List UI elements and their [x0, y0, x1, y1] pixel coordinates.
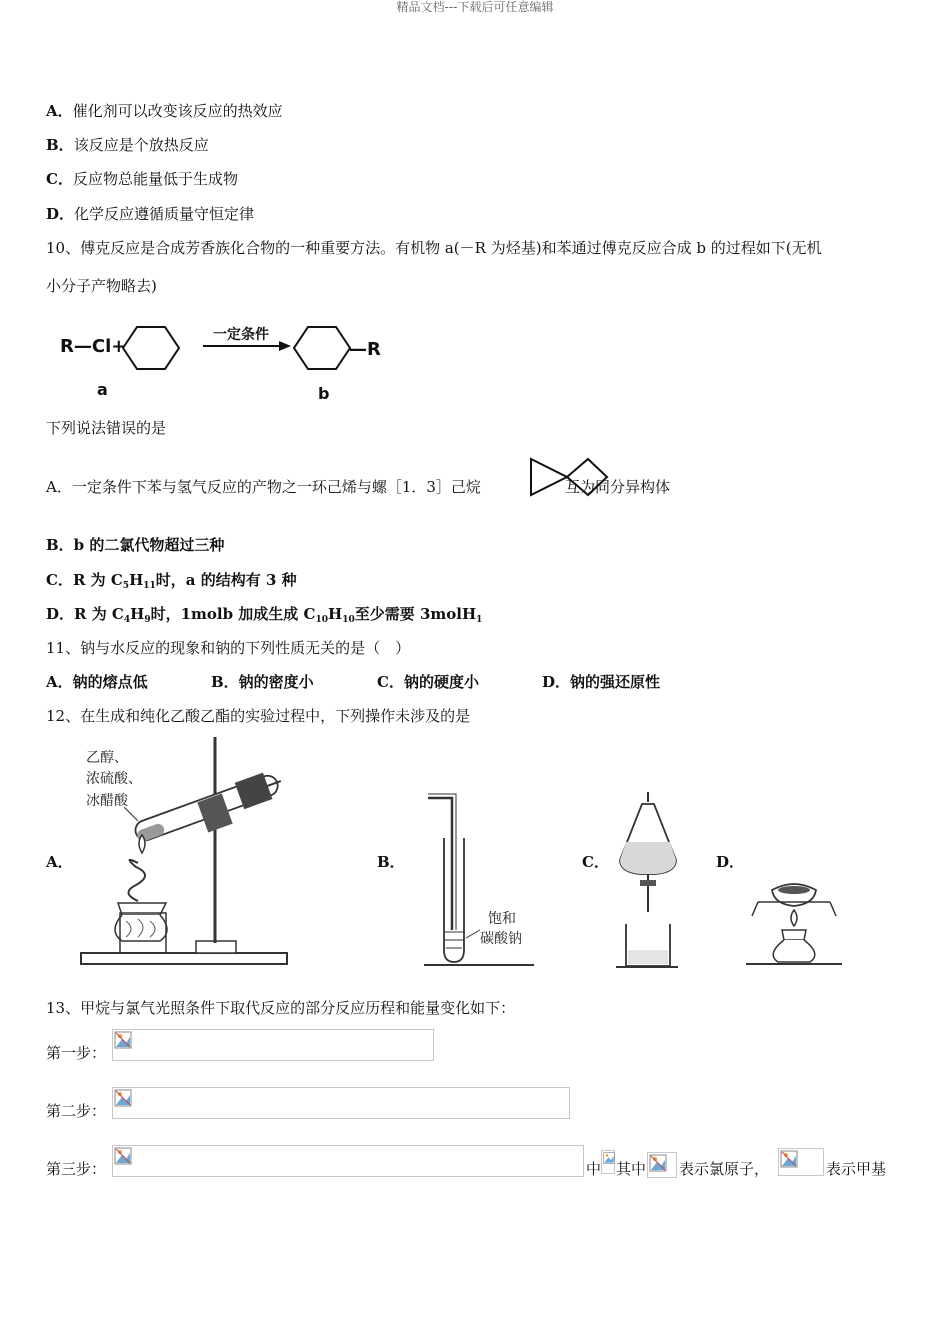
- q13-tail-methyl: 表示甲基: [826, 1160, 887, 1178]
- q13-stem: 13、甲烷与氯气光照条件下取代反应的部分反应历程和能量变化如下：: [46, 999, 516, 1017]
- q13-tail-chlorine: 表示氯原子，: [679, 1160, 770, 1178]
- q10-option-a: A．一定条件下苯与氢气反应的产物之一环己烯与螺［1．3］己烷 互为同分异构体: [46, 478, 670, 496]
- q12-letter-c: C．: [582, 853, 609, 871]
- q12-stem: 12、在生成和纯化乙酸乙酯的实验过程中，下列操作未涉及的是: [46, 707, 471, 725]
- q9-option-d: D．化学反应遵循质量守恒定律: [46, 205, 255, 223]
- q9-option-b: B．该反应是个放热反应: [46, 136, 209, 154]
- scheme-product-sub: —R: [349, 339, 381, 360]
- q11-option-c: C．钠的硬度小: [377, 673, 479, 691]
- page-header: 精品文档---下载后可任意编辑: [396, 0, 554, 14]
- q9-option-a: A．催化剂可以改变该反应的热效应: [46, 102, 283, 120]
- q13-step1-image-placeholder: [112, 1029, 434, 1061]
- q10-reaction-scheme: [55, 315, 400, 405]
- apparatus-a-label-2: 浓硫酸、: [86, 771, 142, 787]
- broken-image-icon: [780, 1150, 798, 1168]
- broken-image-icon: [114, 1031, 132, 1049]
- q10-stem-line2: 小分子产物略去): [46, 277, 157, 295]
- apparatus-b-label-2: 碳酸钠: [480, 931, 522, 947]
- q13-step3-image-placeholder: [112, 1145, 584, 1177]
- q10-stem-line1: 10、傅克反应是合成芳香族化合物的一种重要方法。有机物 a(－R 为烃基)和苯通过傅克反应合成 b 的过程如下(无机: [46, 239, 822, 257]
- q13-step3-label: 第三步：: [46, 1160, 107, 1178]
- q11-stem: 11、钠与水反应的现象和钠的下列性质无关的是（ ）: [46, 639, 411, 657]
- q11-option-a: A．钠的熔点低: [46, 673, 148, 691]
- q13-inline-image-1: [601, 1150, 615, 1174]
- q13-step2-image-placeholder: [112, 1087, 570, 1119]
- q11-option-b: B．钠的密度小: [211, 673, 314, 691]
- q10-option-d: D．R 为 $C_4H_9$时，1molb 加成生成 $C_{10}H_{10}$至少需要 3molH$_1$: [46, 605, 483, 625]
- q13-tail-zhong: 中: [586, 1160, 602, 1178]
- spiro-hexane-structure-icon: [527, 455, 611, 501]
- scheme-label-a: a: [97, 380, 108, 399]
- q13-step2-label: 第二步：: [46, 1102, 107, 1120]
- apparatus-c-separatory-funnel: [612, 790, 682, 970]
- broken-image-icon: [114, 1089, 132, 1107]
- q13-methyl-image: [778, 1148, 824, 1176]
- scheme-label-b: b: [318, 384, 330, 403]
- q10-option-b: B．b 的二氯代物超过三种: [46, 536, 225, 554]
- broken-image-icon: [603, 1152, 615, 1164]
- apparatus-a-label-3: 冰醋酸: [86, 793, 128, 809]
- q12-letter-a: A．: [46, 853, 73, 871]
- q9-option-c: C．反应物总能量低于生成物: [46, 170, 238, 188]
- q10-prompt: 下列说法错误的是: [46, 419, 167, 437]
- apparatus-d-evaporating-dish: [744, 870, 844, 970]
- broken-image-icon: [649, 1154, 667, 1172]
- scheme-arrow-label: 一定条件: [213, 327, 269, 343]
- apparatus-b-test-tube: [422, 790, 542, 970]
- q12-letter-b: B．: [377, 853, 405, 871]
- product-ring-icon: [294, 327, 350, 369]
- apparatus-a-label-1: 乙醇、: [86, 750, 128, 766]
- q10-option-c: C．R 为 $C_5H_{11}$时，a 的结构有 3 种: [46, 571, 297, 591]
- apparatus-a-heating-tube: [78, 735, 294, 971]
- q13-tail-qizhong: 其中: [616, 1160, 647, 1178]
- apparatus-b-label-1: 饱和: [488, 911, 516, 927]
- q11-option-d: D．钠的强还原性: [542, 673, 661, 691]
- q12-letter-d: D．: [716, 853, 745, 871]
- broken-image-icon: [114, 1147, 132, 1165]
- reaction-arrow-icon: [279, 341, 291, 351]
- benzene-ring-icon: [123, 327, 179, 369]
- q13-chlorine-atom-image: [647, 1152, 677, 1178]
- q13-step1-label: 第一步：: [46, 1044, 107, 1062]
- scheme-reactant: R—Cl+: [60, 336, 127, 357]
